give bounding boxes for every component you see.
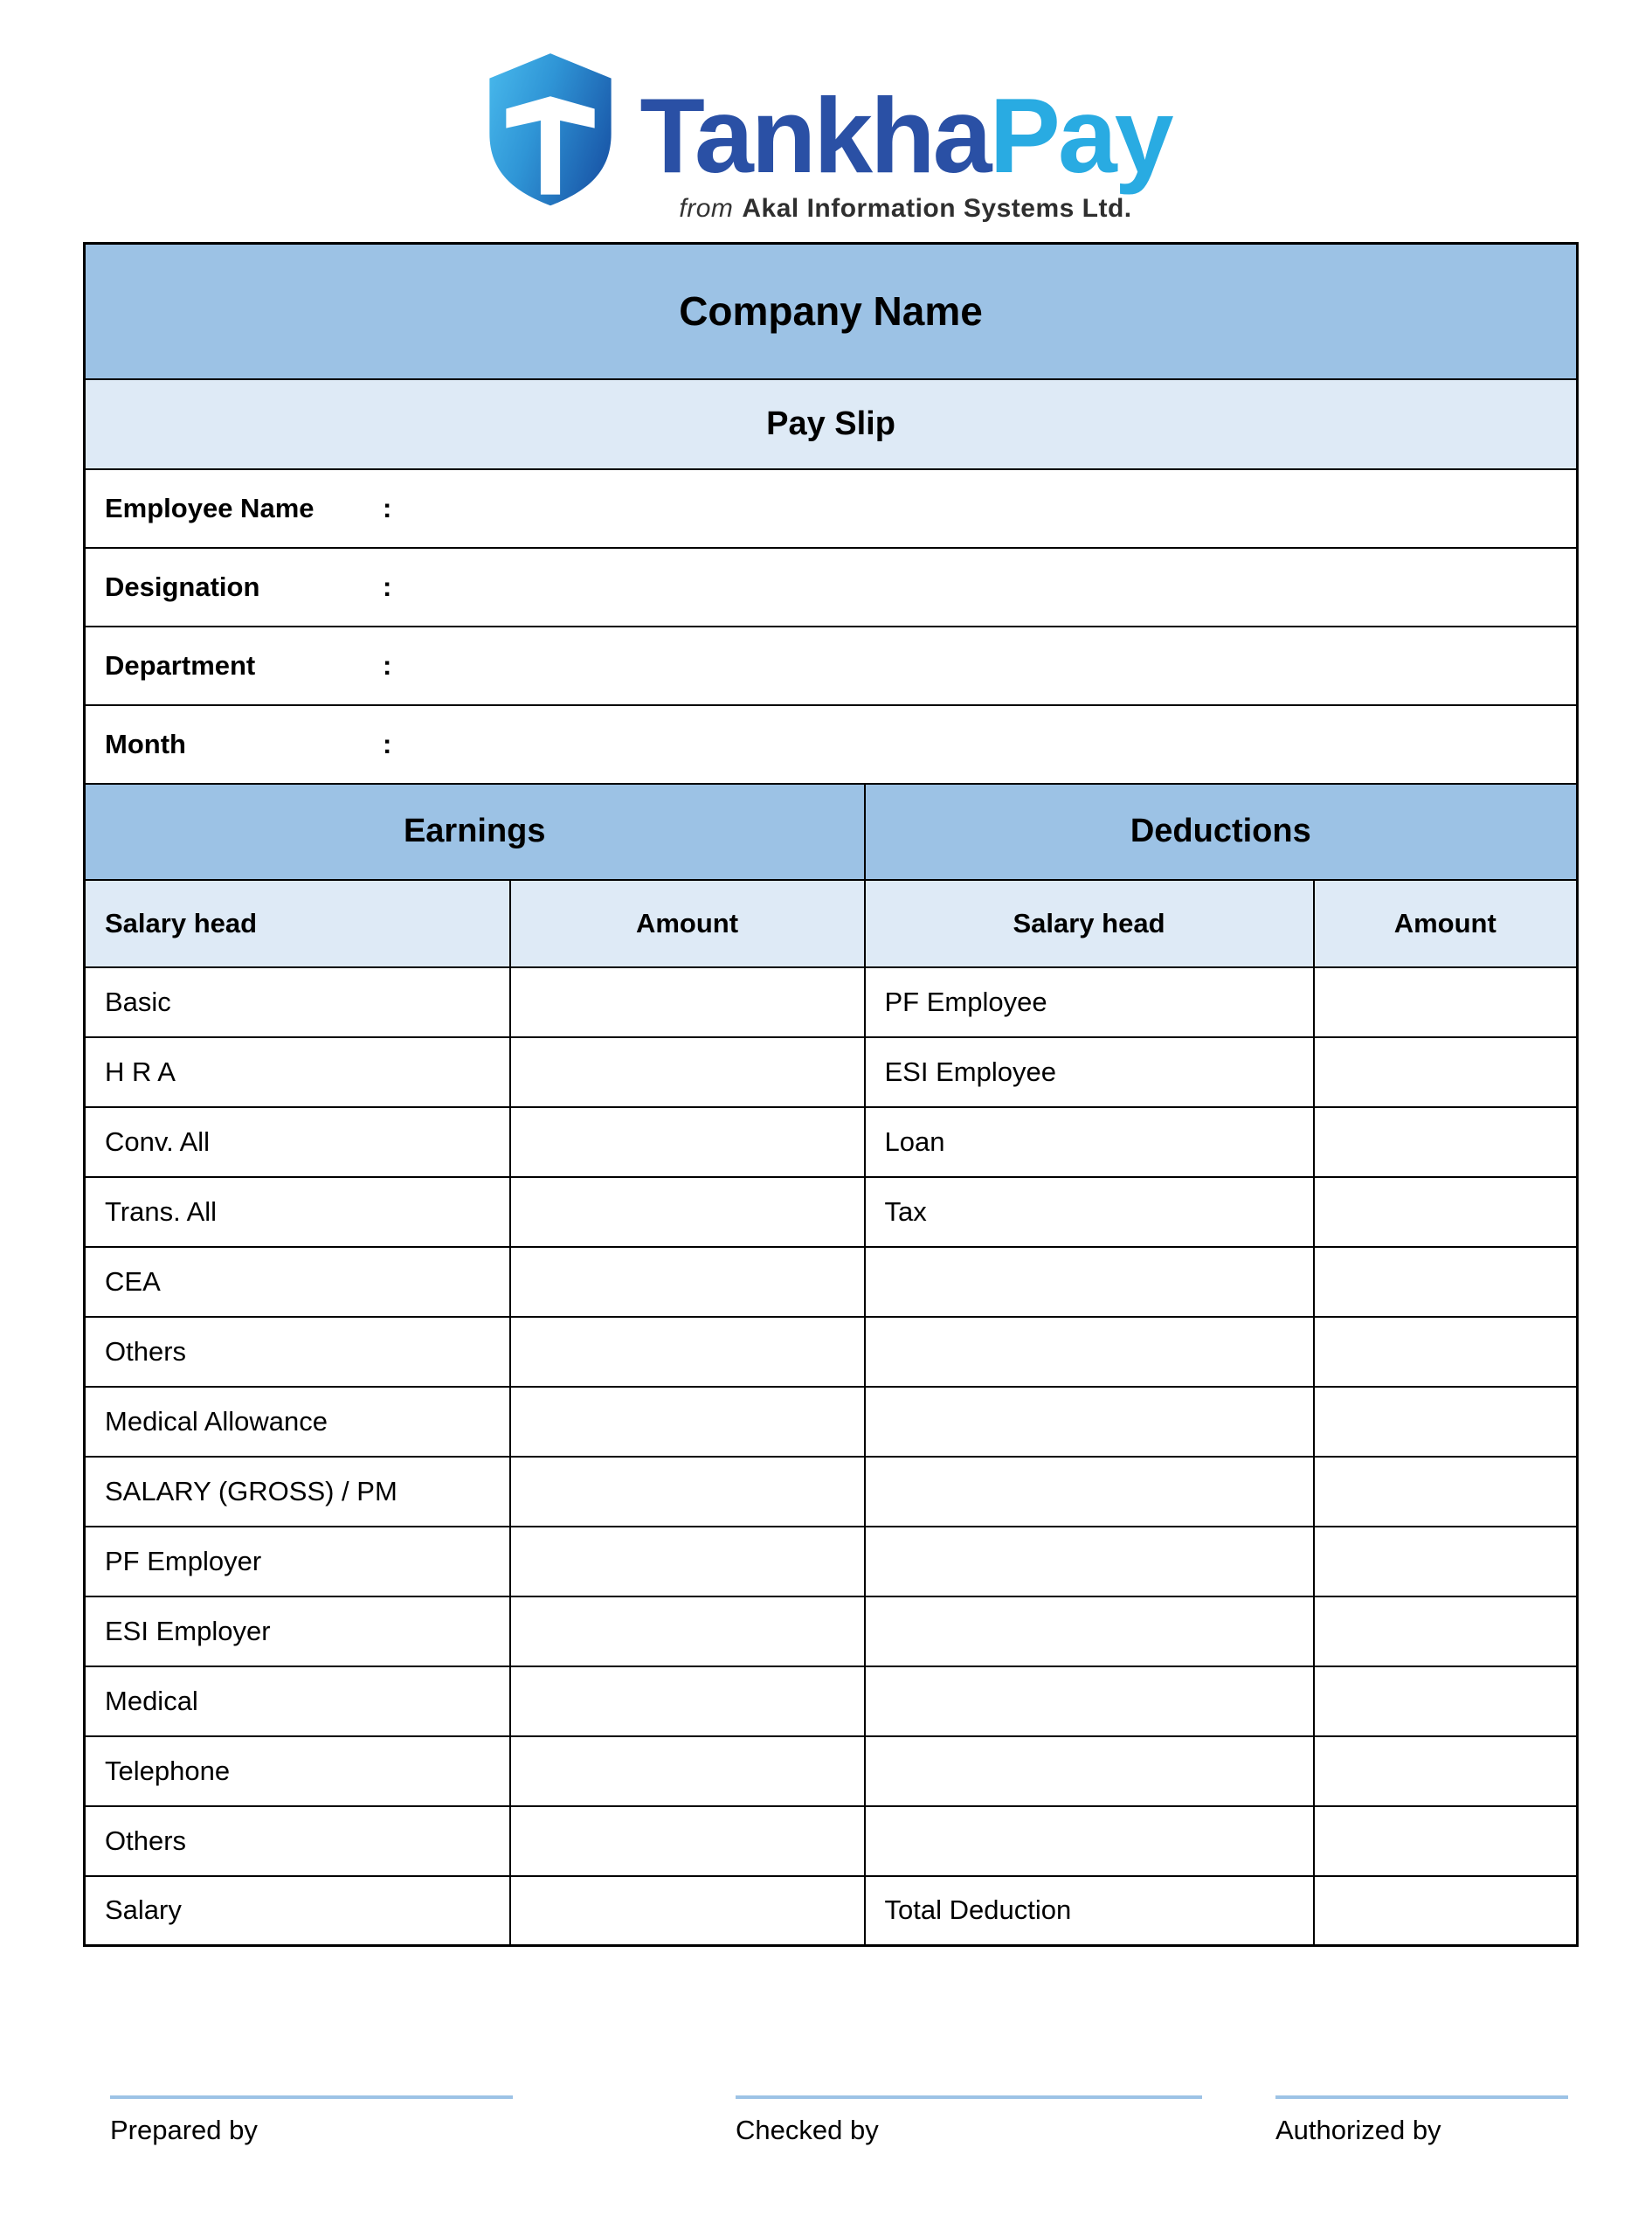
deduction-label-cell [865, 1387, 1314, 1457]
brand-wordmark-block [639, 76, 1172, 224]
table-row [85, 1596, 1578, 1666]
earning-amount-cell [510, 1247, 865, 1317]
earning-label-cell: Trans. All [85, 1177, 510, 1247]
deduction-amount-cell [1314, 1387, 1578, 1457]
signature-block-prepared [110, 2095, 513, 2146]
table-row [85, 1037, 1578, 1107]
colheader-deductions-amount: Amount [1314, 880, 1578, 967]
table-row [85, 1247, 1578, 1317]
deduction-amount-cell [1314, 1527, 1578, 1596]
info-row-month [85, 705, 1578, 784]
earning-label-cell: Others [85, 1806, 510, 1876]
deduction-amount-cell [1314, 1107, 1578, 1177]
earning-label-cell: H R A [85, 1037, 510, 1107]
deduction-label-cell [865, 1247, 1314, 1317]
employee-name-label: Employee Name [105, 492, 315, 523]
employee-name-cell [85, 469, 1578, 548]
signature-block-checked [736, 2095, 1202, 2146]
brand-name-primary: Tankha [639, 76, 990, 195]
section-header-deductions: Deductions [865, 784, 1578, 880]
earning-label-cell: PF Employer [85, 1527, 510, 1596]
deduction-amount-cell [1314, 1876, 1578, 1946]
deduction-label-cell [865, 1736, 1314, 1806]
table-row [85, 1806, 1578, 1876]
earning-amount-cell [510, 1037, 865, 1107]
tankhapay-shield-icon [480, 51, 620, 210]
table-row [85, 1457, 1578, 1527]
signature-label: Prepared by [110, 2115, 258, 2145]
deduction-amount-cell [1314, 1177, 1578, 1247]
deduction-amount-cell [1314, 1247, 1578, 1317]
table-row [85, 1107, 1578, 1177]
deduction-label-cell: ESI Employee [865, 1037, 1314, 1107]
signature-line [1275, 2095, 1568, 2099]
earning-label-cell: Others [85, 1317, 510, 1387]
earning-amount-cell [510, 967, 865, 1037]
deduction-amount-cell [1314, 1806, 1578, 1876]
earning-amount-cell [510, 1107, 865, 1177]
brand-wordmark [639, 76, 1172, 195]
colheader-earnings-amount: Amount [510, 880, 865, 967]
deduction-amount-cell [1314, 1666, 1578, 1736]
earning-amount-cell [510, 1387, 865, 1457]
deduction-amount-cell [1314, 967, 1578, 1037]
table-row [85, 1387, 1578, 1457]
table-row [85, 1527, 1578, 1596]
info-row-designation [85, 548, 1578, 627]
deduction-label-cell [865, 1596, 1314, 1666]
deduction-label-cell [865, 1666, 1314, 1736]
section-header-earnings: Earnings [85, 784, 865, 880]
deduction-label-cell [865, 1527, 1314, 1596]
deduction-amount-cell [1314, 1037, 1578, 1107]
table-row [85, 1736, 1578, 1806]
earning-amount-cell [510, 1666, 865, 1736]
colheader-deductions-salary-head: Salary head [865, 880, 1314, 967]
signature-block-authorized [1275, 2095, 1568, 2146]
signature-line [110, 2095, 513, 2099]
earning-label-cell: Telephone [85, 1736, 510, 1806]
deduction-amount-cell [1314, 1736, 1578, 1806]
info-row-employee-name [85, 469, 1578, 548]
signature-label: Authorized by [1275, 2115, 1441, 2145]
table-row [85, 1876, 1578, 1946]
info-row-department [85, 627, 1578, 705]
department-label: Department [105, 649, 256, 681]
table-row [85, 1666, 1578, 1736]
payslip-table [83, 242, 1579, 1947]
earning-amount-cell [510, 1317, 865, 1387]
deduction-label-cell [865, 1457, 1314, 1527]
deduction-label-cell: Total Deduction [865, 1876, 1314, 1946]
earning-label-cell: ESI Employer [85, 1596, 510, 1666]
brand-tagline [679, 194, 1131, 224]
brand-logo [0, 51, 1652, 224]
department-cell [85, 627, 1578, 705]
tagline-prefix: from [679, 194, 734, 223]
table-row [85, 967, 1578, 1037]
designation-colon: : [383, 571, 392, 602]
month-label: Month [105, 728, 186, 759]
signature-label: Checked by [736, 2115, 879, 2145]
earning-amount-cell [510, 1876, 865, 1946]
earning-amount-cell [510, 1457, 865, 1527]
earning-label-cell: Salary [85, 1876, 510, 1946]
section-header-row [85, 784, 1578, 880]
column-header-row [85, 880, 1578, 967]
deduction-label-cell [865, 1317, 1314, 1387]
colheader-earnings-salary-head: Salary head [85, 880, 510, 967]
earning-amount-cell [510, 1177, 865, 1247]
payslip-title-row [85, 379, 1578, 469]
earning-label-cell: Medical Allowance [85, 1387, 510, 1457]
earning-amount-cell [510, 1806, 865, 1876]
designation-label: Designation [105, 571, 260, 602]
signature-line [736, 2095, 1202, 2099]
table-row [85, 1317, 1578, 1387]
deduction-amount-cell [1314, 1457, 1578, 1527]
deduction-label-cell [865, 1806, 1314, 1876]
deduction-label-cell: Loan [865, 1107, 1314, 1177]
deduction-amount-cell [1314, 1596, 1578, 1666]
earning-label-cell: CEA [85, 1247, 510, 1317]
earning-amount-cell [510, 1596, 865, 1666]
deduction-label-cell: PF Employee [865, 967, 1314, 1037]
earning-amount-cell [510, 1527, 865, 1596]
brand-name-secondary: Pay [989, 76, 1172, 195]
table-row [85, 1177, 1578, 1247]
deduction-amount-cell [1314, 1317, 1578, 1387]
tagline-company: Akal Information Systems Ltd. [742, 194, 1132, 223]
earning-label-cell: Basic [85, 967, 510, 1037]
payslip-title: Pay Slip [85, 379, 1578, 469]
month-cell [85, 705, 1578, 784]
earning-amount-cell [510, 1736, 865, 1806]
earning-label-cell: Conv. All [85, 1107, 510, 1177]
designation-cell [85, 548, 1578, 627]
company-name-header: Company Name [85, 244, 1578, 379]
employee-name-colon: : [383, 492, 392, 523]
department-colon: : [383, 649, 392, 681]
earning-label-cell: Medical [85, 1666, 510, 1736]
company-name-row [85, 244, 1578, 379]
earning-label-cell: SALARY (GROSS) / PM [85, 1457, 510, 1527]
month-colon: : [383, 728, 392, 759]
deduction-label-cell: Tax [865, 1177, 1314, 1247]
